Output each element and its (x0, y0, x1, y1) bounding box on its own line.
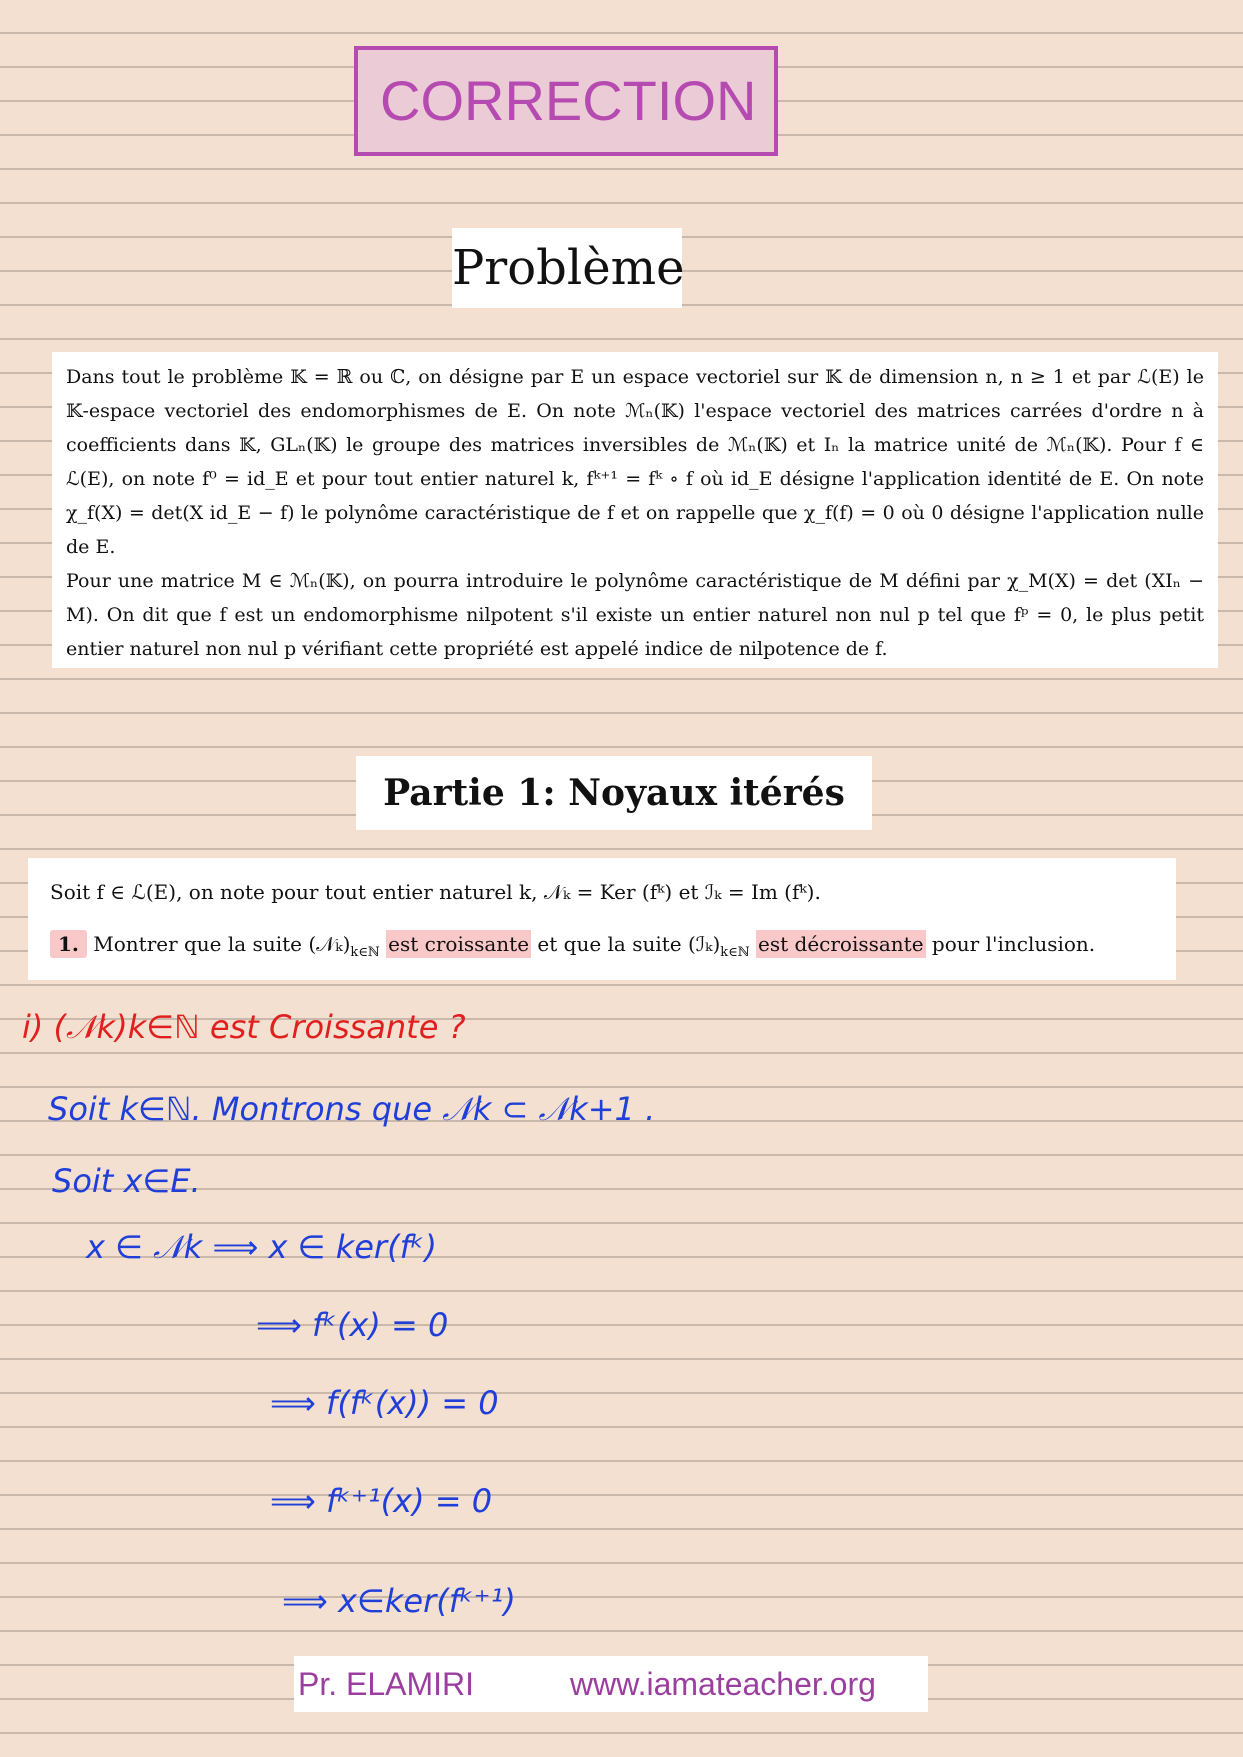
highlight-croissante: est croissante (388, 932, 530, 956)
handwritten-line-5: ⟹ f(fᵏ(x)) = 0 (270, 1384, 499, 1422)
question-text-3: pour l'inclusion. (931, 932, 1096, 956)
handwritten-line-4: ⟹ fᵏ(x) = 0 (256, 1306, 449, 1344)
handwritten-line-6: ⟹ fᵏ⁺¹(x) = 0 (270, 1482, 493, 1520)
footer-website-link[interactable]: www.iamateacher.org (570, 1666, 876, 1702)
intro-box (52, 352, 1218, 668)
correction-label: CORRECTION (380, 69, 757, 132)
intro-paragraph-2: Pour une matrice M ∈ ℳₙ(𝕂), on pourra introduire le polynôme caractéristique de M défini par χ_M(X) = det (XIₙ − M). On dit que f est un endomorphisme nilpotent s'il existe un entier naturel non nul p tel que fᵖ = 0, le plus petit entier naturel non nul p vérifiant cette propriété est appelé indice de nilpotence de f. (66, 570, 1204, 660)
question-text-2: et que la suite (ℐₖ) (537, 932, 721, 956)
highlight-decroissante: est décroissante (758, 932, 924, 956)
footer (294, 1656, 928, 1712)
handwritten-line-7: ⟹ x∈ker(fᵏ⁺¹) (282, 1582, 516, 1620)
question-1 (50, 932, 1156, 960)
question-number: 1. (50, 930, 87, 958)
handwritten-line-2: Soit x∈E. (52, 1162, 201, 1200)
problem-title: Problème (452, 228, 682, 308)
footer-author: Pr. ELAMIRI (298, 1666, 475, 1702)
question-sub-2: k∈ℕ (720, 945, 750, 960)
handwritten-line-1: Soit k∈ℕ. Montrons que 𝒩k ⊂ 𝒩k+1 . (48, 1090, 656, 1128)
question-text-1: Montrer que la suite (𝒩ₖ) (93, 932, 351, 956)
handwritten-line-red: i) (𝒩k)k∈ℕ est Croissante ? (22, 1008, 466, 1046)
question-sub-1: k∈ℕ (350, 945, 380, 960)
handwritten-line-3: x ∈ 𝒩k ⟹ x ∈ ker(fᵏ) (86, 1228, 437, 1266)
intro-paragraph-1: Dans tout le problème 𝕂 = ℝ ou ℂ, on désigne par E un espace vectoriel sur 𝕂 de dimension n, n ≥ 1 et par ℒ(E) le 𝕂-espace vectoriel des endomorphismes de E. On note ℳₙ(𝕂) l'espace vectoriel des matrices carrées d'ordre n à coefficients dans 𝕂, GLₙ(𝕂) le groupe des matrices inversibles de ℳₙ(𝕂) et Iₙ la matrice unité de ℳₙ(𝕂). Pour f ∈ ℒ(E), on note f⁰ = id_E et pour tout entier naturel k, fᵏ⁺¹ = fᵏ ∘ f où id_E désigne l'application identité de E. On note χ_f(X) = det(X id_E − f) le polynôme caractéristique de f et on rappelle que χ_f(f) = 0 où 0 désigne l'application nulle de E. (66, 366, 1204, 558)
question-box (28, 858, 1176, 980)
partie-title: Partie 1: Noyaux itérés (356, 756, 872, 830)
definition-statement: Soit f ∈ ℒ(E), on note pour tout entier naturel k, 𝒩ₖ = Ker (fᵏ) et ℐₖ = Im (fᵏ). (50, 880, 821, 904)
correction-banner (354, 46, 778, 156)
handwritten-solution (0, 990, 1243, 1650)
